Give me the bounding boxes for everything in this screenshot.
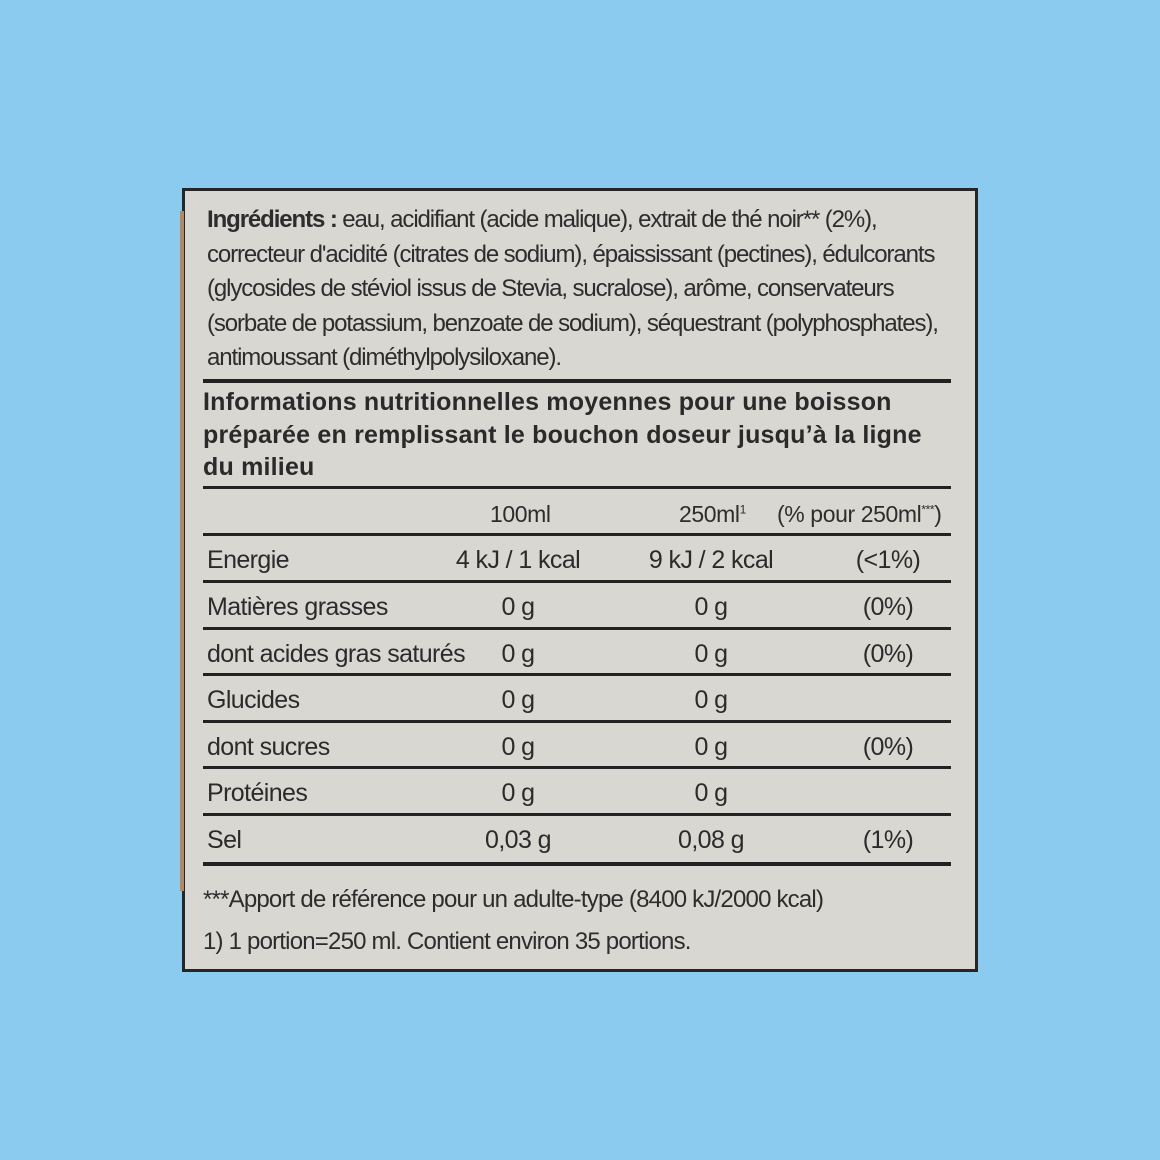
value-250ml: 0 g xyxy=(694,686,728,714)
value-250ml: 9 kJ / 2 kcal xyxy=(648,546,774,574)
ingredients-text: eau, acidifiant (acide malique), extrait de thé noir** (2%), correcteur d'acidité (citrates de sodium), épaississant (pectines), édulcorants (glycosides de stéviol issus de Stevia, sucralose), arôme, conservateurs (sorbate de potassium, benzoate de sodium), séquestrant (polyphosphates), antimoussant (diméthylpolysiloxane). xyxy=(207,206,938,371)
value-100ml: 0,03 g xyxy=(485,826,551,854)
value-percent: (0%) xyxy=(862,733,914,761)
nutrition-label-panel xyxy=(182,188,978,972)
row-label: dont acides gras saturés xyxy=(207,640,465,668)
nutrition-title: Informations nutritionnelles moyennes pour une boisson préparée en remplissant le bouchon doseur jusqu’à la ligne du milieu xyxy=(203,388,922,481)
divider-after-ingredients xyxy=(203,379,951,383)
table-row-acides-gras-satures xyxy=(203,630,951,676)
row-label: Protéines xyxy=(207,779,308,807)
value-100ml: 0 g xyxy=(501,640,535,668)
column-header-250ml xyxy=(679,501,746,528)
footnotes xyxy=(203,879,963,963)
footnote-reference-intake: ***Apport de référence pour un adulte-type (8400 kJ/2000 kcal) xyxy=(203,886,824,913)
ingredients-paragraph xyxy=(207,203,967,376)
table-row-glucides xyxy=(203,676,951,722)
column-header-percent-mark: *** xyxy=(921,502,935,517)
column-header-percent-close: ) xyxy=(934,501,942,527)
row-label: Sel xyxy=(207,826,242,854)
table-row-matieres-grasses xyxy=(203,583,951,629)
column-header-percent-label: (% pour 250ml xyxy=(777,501,922,527)
value-250ml: 0 g xyxy=(694,593,728,621)
value-250ml: 0 g xyxy=(694,779,728,807)
value-100ml: 0 g xyxy=(501,779,535,807)
value-250ml: 0 g xyxy=(694,733,728,761)
column-header-percent xyxy=(777,501,941,528)
divider-after-table xyxy=(203,862,951,866)
footnote-portion: 1) 1 portion=250 ml. Contient environ 35 portions. xyxy=(203,928,691,955)
value-250ml: 0,08 g xyxy=(678,826,744,854)
value-100ml: 4 kJ / 1 kcal xyxy=(455,546,581,574)
row-label: Energie xyxy=(207,546,289,574)
ingredients-lead: Ingrédients : xyxy=(207,206,337,233)
value-percent: (0%) xyxy=(862,593,914,621)
package-edge-strip xyxy=(180,211,184,891)
row-label: dont sucres xyxy=(207,733,330,761)
column-header-250ml-mark: 1 xyxy=(739,502,746,517)
table-row-sucres xyxy=(203,723,951,769)
value-100ml: 0 g xyxy=(501,593,535,621)
row-label: Matières grasses xyxy=(207,593,388,621)
divider-after-title xyxy=(203,486,951,489)
value-percent: (1%) xyxy=(862,826,914,854)
table-row-sel xyxy=(203,816,951,862)
value-250ml: 0 g xyxy=(694,640,728,668)
column-header-100ml: 100ml xyxy=(490,501,551,527)
value-percent: (0%) xyxy=(862,640,914,668)
value-100ml: 0 g xyxy=(501,733,535,761)
column-header-250ml-label: 250ml xyxy=(679,501,740,527)
value-100ml: 0 g xyxy=(501,686,535,714)
value-percent: (<1%) xyxy=(855,546,921,574)
row-label: Glucides xyxy=(207,686,300,714)
table-row-proteines xyxy=(203,769,951,815)
table-row-energie xyxy=(203,536,951,582)
